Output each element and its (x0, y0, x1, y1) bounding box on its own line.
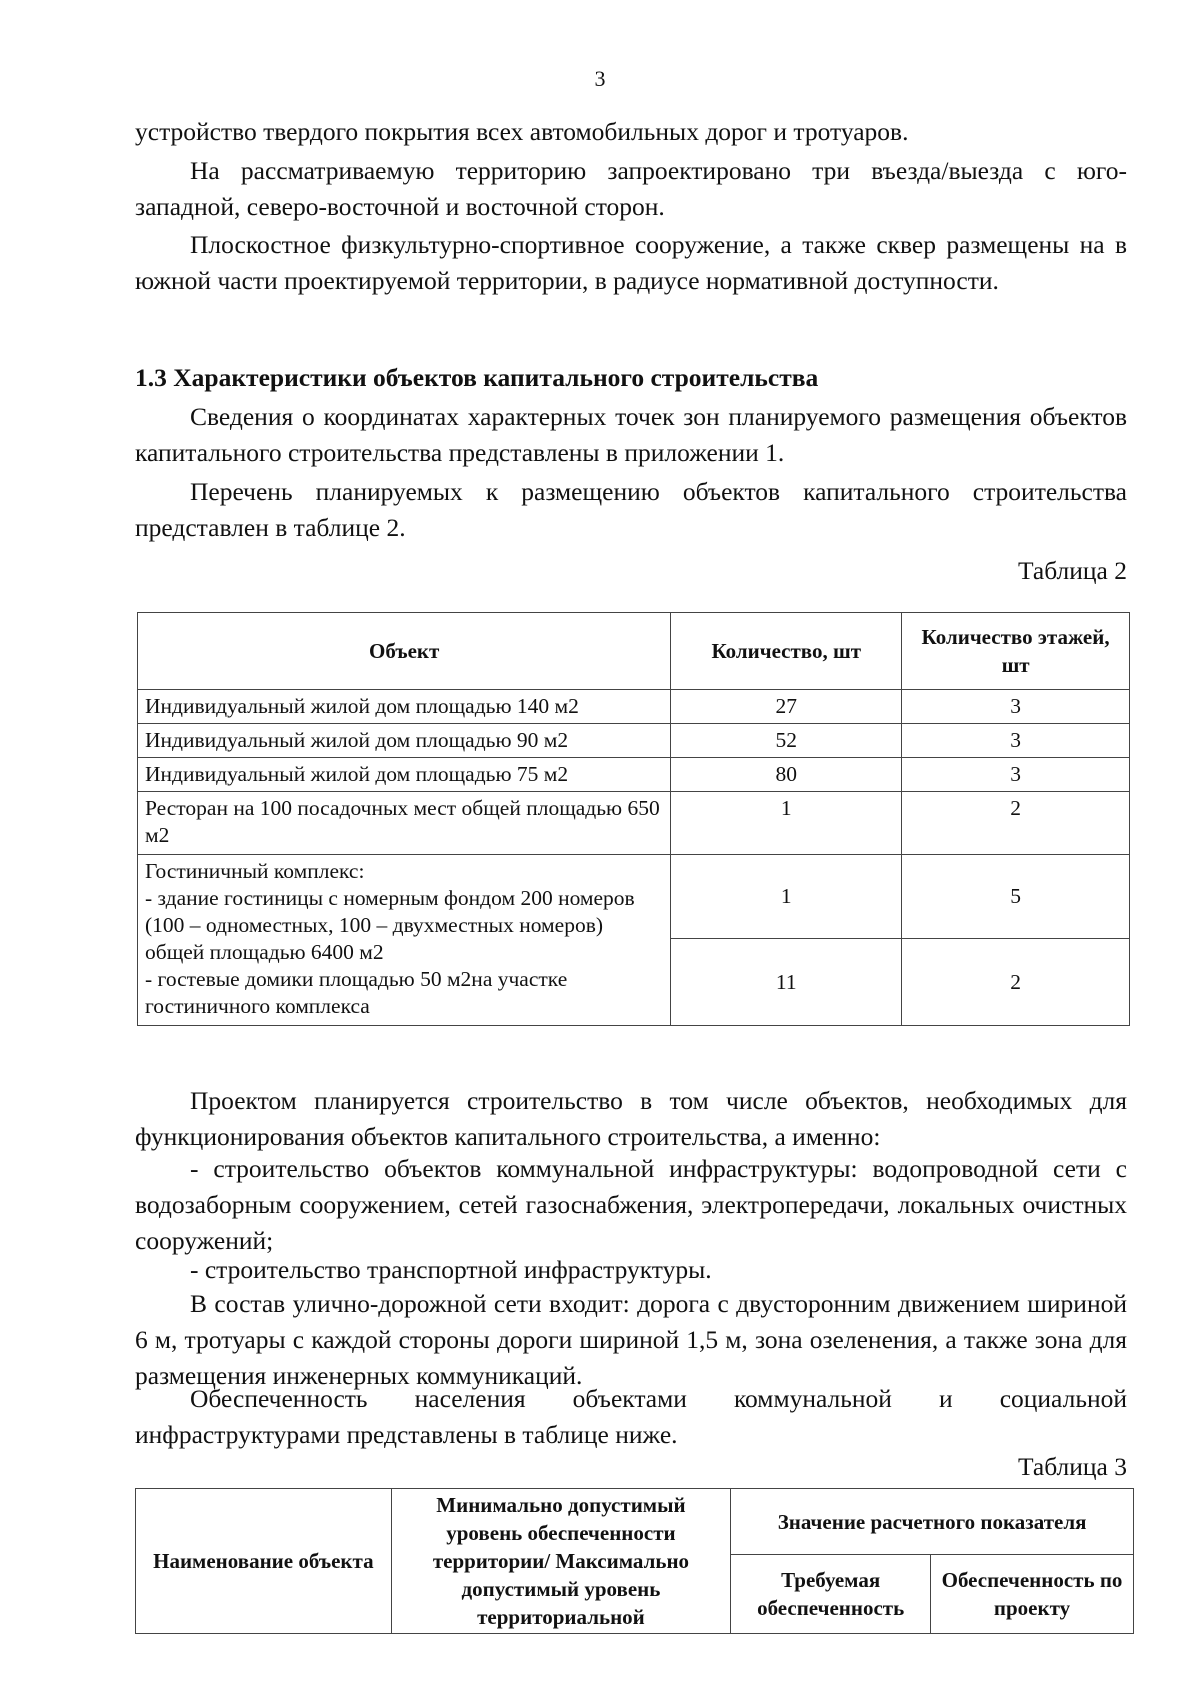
object-name: Индивидуальный жилой дом площадью 75 м2 (138, 758, 671, 792)
table-row (138, 792, 1130, 855)
guest-houses-floors: 2 (902, 938, 1129, 1025)
object-floors: 2 (902, 792, 1130, 855)
column-header-floors: Количество этажей, шт (902, 613, 1130, 690)
table-header-row (136, 1489, 1134, 1555)
hotel-building-count: 1 (780, 884, 792, 908)
object-count: 1 (671, 792, 902, 855)
paragraph-utilities: - строительство объектов коммунальной инфраструктуры: водопроводной сети с водозаборным сооружением, сетей газоснабжения, электропередачи, локальных очистных сооружений; (135, 1154, 1127, 1255)
paragraph-infrastructure: Проектом планируется строительство в том числе объектов, необходимых для функционирования объектов капитального строительства, а именно: (135, 1086, 1127, 1151)
paragraph-sports-facility: Плоскостное физкультурно-спортивное сооружение, а также сквер размещены на в южной части проектируемой территории, в радиусе нормативной доступности. (135, 230, 1127, 295)
table-row (138, 724, 1130, 758)
object-count: 27 (671, 690, 902, 724)
paragraph-coordinates: Сведения о координатах характерных точек зон планируемого размещения объектов капитального строительства представлены в приложении 1. (135, 402, 1127, 467)
object-floors: 3 (902, 724, 1130, 758)
table2-caption: Таблица 2 (1017, 556, 1127, 585)
page-number: 3 (594, 66, 606, 91)
hotel-floors-cell (902, 855, 1130, 1026)
table-row (138, 690, 1130, 724)
paragraph-paving: устройство твердого покрытия всех автомобильных дорог и тротуаров. (135, 117, 909, 146)
paragraph-transport: - строительство транспортной инфраструктуры. (190, 1255, 712, 1284)
guest-houses-count: 11 (671, 938, 901, 1025)
column-header-count: Количество, шт (671, 613, 902, 690)
section-heading: 1.3 Характеристики объектов капитального строительства (135, 363, 819, 392)
table-row (138, 758, 1130, 792)
column-header-calc-value: Значение расчетного показателя (731, 1489, 1134, 1555)
object-floors: 3 (902, 690, 1130, 724)
table3-caption: Таблица 3 (1017, 1452, 1127, 1481)
provision-table (135, 1488, 1134, 1634)
object-name: Ресторан на 100 посадочных мест общей площадью 650 м2 (138, 792, 671, 855)
column-header-provided: Обеспеченность по проекту (931, 1555, 1134, 1634)
object-count: 52 (671, 724, 902, 758)
paragraph-street-network: В состав улично-дорожной сети входит: дорога с двусторонним движением шириной 6 м, тротуары с каждой стороны дороги шириной 1,5 м, зона озеленения, а также зона для размещения инженерных коммуникаций. (135, 1289, 1127, 1390)
objects-table (137, 612, 1130, 1026)
object-name: Индивидуальный жилой дом площадью 140 м2 (138, 690, 671, 724)
hotel-complex-cell (138, 855, 671, 1026)
table-row-hotel (138, 855, 1130, 1026)
object-name: Индивидуальный жилой дом площадью 90 м2 (138, 724, 671, 758)
hotel-building-description: - здание гостиницы с номерным фондом 200 номеров (100 – одноместных, 100 – двухместных номеров) общей площадью 6400 м2 (145, 886, 635, 964)
hotel-complex-title: Гостиничный комплекс: (145, 859, 365, 883)
object-floors: 3 (902, 758, 1130, 792)
column-header-object-name: Наименование объекта (136, 1489, 392, 1634)
column-header-min-level: Минимально допустимый уровень обеспеченности территории/ Максимально допустимый уровень территориальной (391, 1489, 731, 1634)
column-header-object: Объект (138, 613, 671, 690)
paragraph-objects-list: Перечень планируемых к размещению объектов капитального строительства представлен в таблице 2. (135, 477, 1127, 542)
paragraph-entrances: На рассматриваемую территорию запроектировано три въезда/выезда с юго-западной, северо-восточной и восточной сторон. (135, 156, 1127, 221)
table-header-row (138, 613, 1130, 690)
guest-houses-description: - гостевые домики площадью 50 м2на участке гостиничного комплекса (145, 967, 568, 1018)
hotel-count-cell (671, 855, 902, 1026)
paragraph-provision: Обеспеченность населения объектами коммунальной и социальной инфраструктурами представлены в таблице ниже. (135, 1384, 1127, 1449)
column-header-required: Требуемая обеспеченность (731, 1555, 931, 1634)
hotel-building-floors: 5 (1010, 884, 1021, 908)
object-count: 80 (671, 758, 902, 792)
